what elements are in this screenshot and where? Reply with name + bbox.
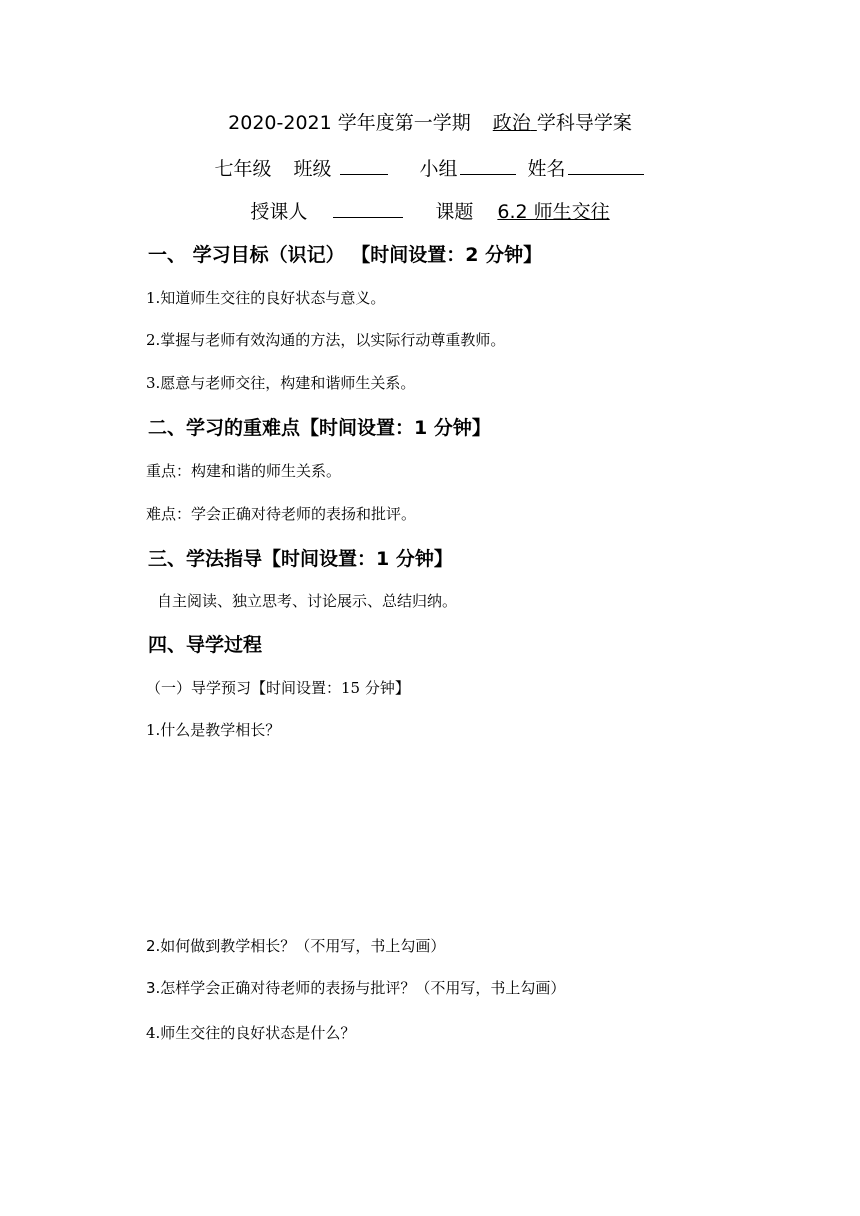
topic-label: 课题: [435, 201, 474, 223]
key-points-heading: 二、学习的重难点【时间设置：1 分钟】: [148, 417, 491, 439]
goal-item: 3.愿意与老师交往，构建和谐师生关系。: [146, 374, 416, 392]
group-blank[interactable]: [460, 173, 516, 175]
name-blank[interactable]: [568, 173, 644, 175]
group-label: 小组: [419, 158, 458, 180]
title-suffix: 学科导学案: [536, 112, 632, 134]
method-text: 自主阅读、独立思考、讨论展示、总结归纳。: [157, 592, 458, 610]
student-info-line: [0, 154, 860, 181]
method-heading: 三、学法指导【时间设置：1 分钟】: [148, 548, 453, 570]
teacher-blank[interactable]: [333, 216, 403, 218]
question-item: 2.如何做到教学相长？（不用写，书上勾画）: [146, 937, 446, 955]
class-label: 班级: [293, 158, 332, 180]
name-label: 姓名: [527, 158, 566, 180]
goal-item: 2.掌握与老师有效沟通的方法，以实际行动尊重教师。: [146, 331, 506, 349]
teacher-label: 授课人: [250, 201, 308, 223]
question-item: 1.什么是教学相长？: [146, 721, 281, 739]
document-title: [0, 108, 860, 135]
question-item: 4.师生交往的良好状态是什么？: [146, 1024, 356, 1042]
preview-subheading: （一）导学预习【时间设置：15 分钟】: [146, 679, 410, 697]
class-blank[interactable]: [340, 173, 388, 175]
title-prefix: 2020-2021 学年度第一学期: [228, 112, 471, 134]
question-item: 3.怎样学会正确对待老师的表扬与批评？（不用写，书上勾画）: [146, 979, 566, 997]
process-heading: 四、导学过程: [148, 634, 263, 656]
goals-heading: 一、 学习目标（识记） 【时间设置：2 分钟】: [148, 244, 543, 266]
difficult-point-text: 难点：学会正确对待老师的表扬和批评。: [146, 505, 417, 523]
subject-field: 政治: [492, 112, 531, 134]
goal-item: 1.知道师生交往的良好状态与意义。: [146, 289, 386, 307]
topic-value: 6.2 师生交往: [497, 201, 610, 223]
key-point-text: 重点：构建和谐的师生关系。: [146, 462, 342, 480]
lesson-info-line: [0, 197, 860, 224]
grade-label: 七年级: [214, 158, 272, 180]
